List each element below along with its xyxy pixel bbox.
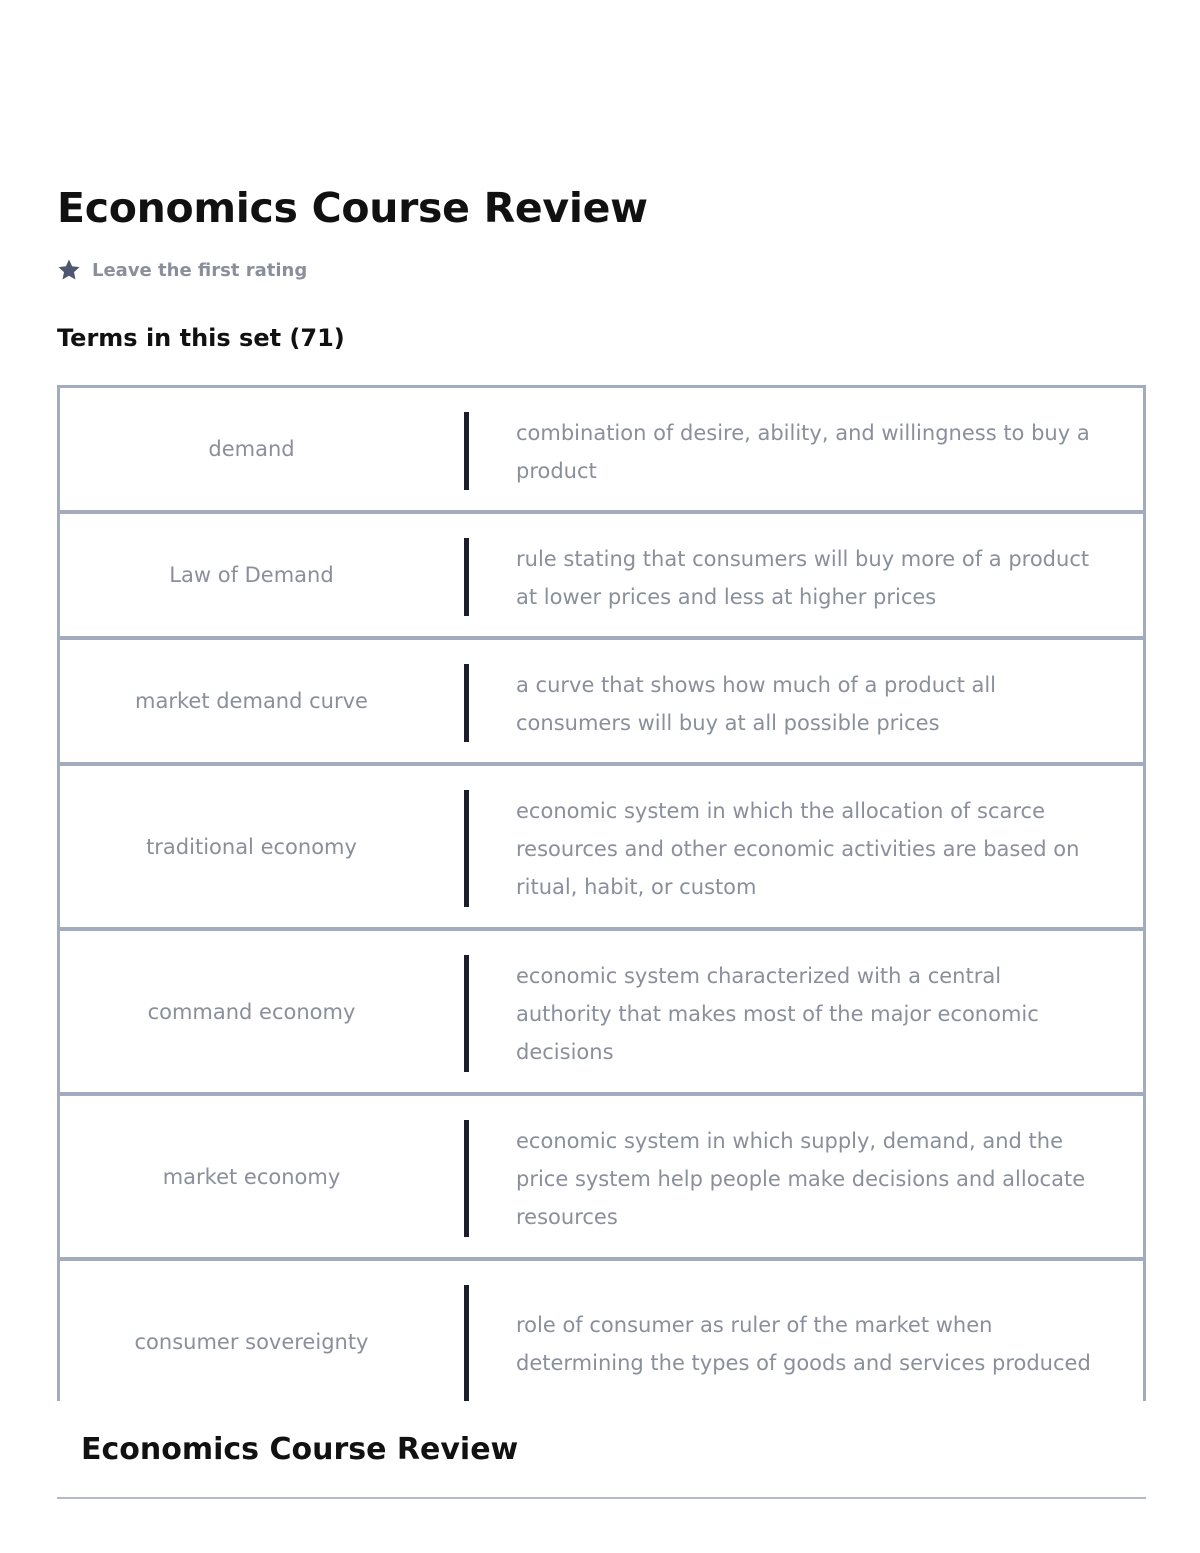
definition-text: economic system in which the allocation of scarce resources and other economic activities are based on ritual, habit, or custom <box>516 799 1080 899</box>
term-divider <box>464 1285 469 1401</box>
terms-heading: Terms in this set (71) <box>57 324 345 352</box>
term-divider <box>464 790 469 907</box>
term-card <box>57 637 1146 765</box>
term-text: demand <box>208 437 295 461</box>
definition-text: economic system characterized with a central authority that makes most of the major economic decisions <box>516 964 1039 1064</box>
term-text: market economy <box>162 1164 341 1189</box>
term-card <box>57 928 1146 1095</box>
term-divider <box>464 538 469 616</box>
term-text: market demand curve <box>135 689 368 713</box>
term-divider <box>464 412 469 490</box>
term-text: consumer sovereignty <box>134 1329 369 1354</box>
term-text: Law of Demand <box>169 563 334 587</box>
definition-text: a curve that shows how much of a product all consumers will buy at all possible prices <box>516 673 997 735</box>
footer-title: Economics Course Review <box>81 1432 519 1467</box>
term-divider <box>464 955 469 1072</box>
rating-prompt[interactable] <box>57 256 307 284</box>
set-title: Economics Course Review <box>57 184 648 232</box>
term-card <box>57 1093 1146 1260</box>
term-text: command economy <box>147 999 356 1024</box>
terms-list <box>57 385 1146 1401</box>
term-divider <box>464 1120 469 1237</box>
rating-prompt-label[interactable]: Leave the first rating <box>92 259 308 281</box>
definition-text: economic system in which supply, demand, and the price system help people make decisions and allocate resources <box>516 1129 1086 1229</box>
term-card <box>57 763 1146 930</box>
definition-text: role of consumer as ruler of the market when determining the types of goods and services produced <box>516 1313 1091 1375</box>
term-card <box>57 385 1146 513</box>
term-divider <box>464 664 469 742</box>
definition-text: combination of desire, ability, and willingness to buy a product <box>516 421 1090 483</box>
term-text: traditional economy <box>146 834 357 859</box>
term-card <box>57 1258 1146 1401</box>
term-card <box>57 511 1146 639</box>
star-icon <box>57 258 81 282</box>
definition-text: rule stating that consumers will buy more of a product at lower prices and less at higher prices <box>516 547 1090 609</box>
footer-divider <box>57 1497 1146 1499</box>
